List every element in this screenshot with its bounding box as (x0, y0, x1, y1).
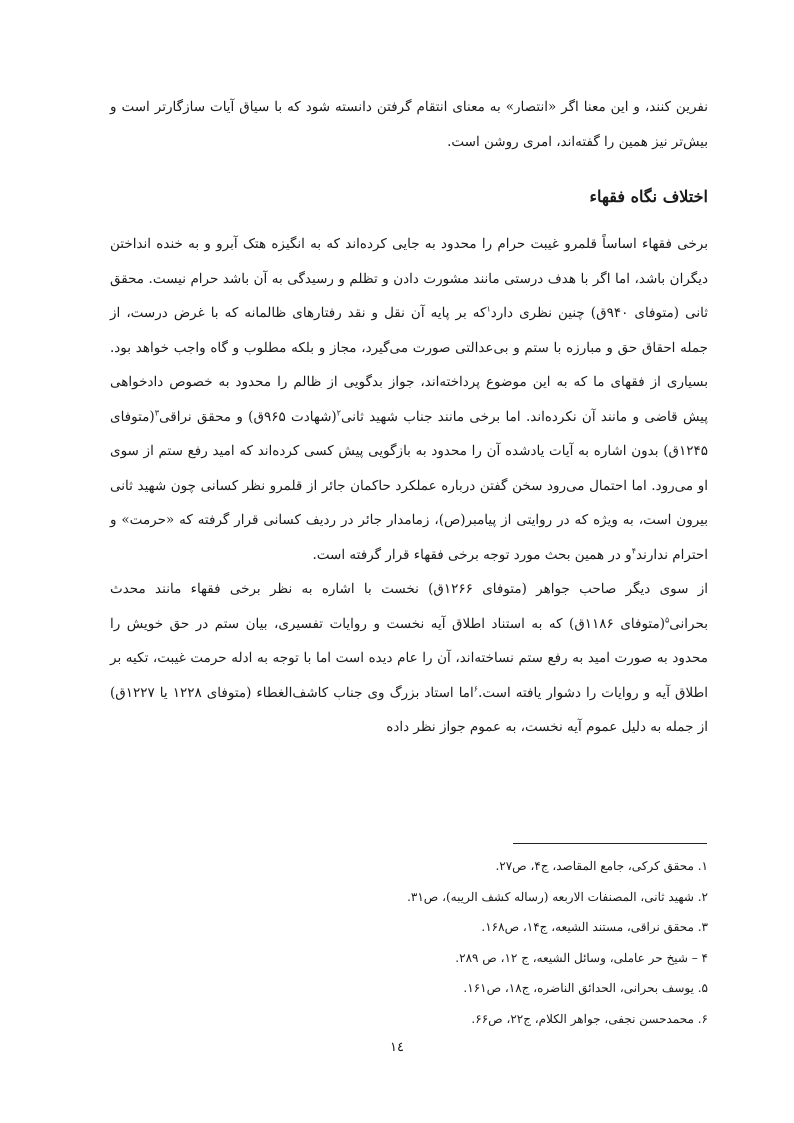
text-line: از سوی دیگر صاحب جواهر (متوفای ۱۲۶۶ق) نخست با اشاره به نظر برخی فقهاء مانند محدث (110, 581, 708, 597)
footnote-ref-6[interactable]: ۶ (473, 684, 479, 693)
footnote-4: ۴ – شیخ حر عاملی، وسائل الشیعه، ج ۱۲، ص ۲۸۹. (455, 950, 708, 965)
text-line: اما استاد بزرگ وی جناب (333, 684, 474, 701)
footnote-1: ۱. محقق کرکی، جامع المقاصد، ج۴، ص۲۷. (495, 859, 708, 873)
footnote-6: ۶. محمدحسن نجفی، جواهر الکلام، ج۲۲، ص۶۶. (471, 1011, 708, 1026)
intro-text (110, 90, 708, 159)
text-line: (متوفای ۱۱۸۶ق) که به استناد اطلاق آیه نخست و روایات تفسیری، بیان ستم در حق (169, 615, 665, 632)
main-text (110, 227, 708, 745)
text-line: مطلوب و گاه واجب خواهد بود. بسیاری از فقهای ما که به این موضوع پرداخته‌اند، جواز بدگویی از (110, 339, 708, 390)
text-line: و در همین (574, 546, 632, 563)
text-line: درباره عملکرد حاکمان جائر از قلمرو نظر کسانی چون شهید ثانی بیرون است، به ویژه که در روایتی (110, 477, 708, 528)
footnote-ref-2[interactable]: ۲ (336, 408, 341, 417)
text-line: (شهادت ۹۶۵ق) و محقق نراقی (158, 408, 337, 425)
footnote-3: ۳. محقق نراقی، مستند الشیعه، ج۱۴، ص۱۶۸. (481, 920, 708, 934)
intro-paragraph (110, 90, 708, 159)
text-line: خویش را محدود به صورت امید به رفع ستم نساخته‌اند، آن را عام دیده است اما با توجه به ادله (110, 615, 708, 666)
text-line: که بر پایه آن نقل و نقد رفتارهای ظالمانه (244, 305, 487, 321)
footnote-ref-4[interactable]: ۴ (631, 546, 637, 555)
text-line: بازگویی پیش کسی کرده‌اند که امید رفع ستم از سوی او می‌رود. اما احتمال می‌رود سخن گفتن (110, 443, 708, 494)
paragraph-2 (110, 572, 708, 745)
text-line: حرمت غیبت، تکیه بر اطلاق آیه و روایات را دشوار یافته است. (110, 650, 708, 701)
section-heading: اختلاف نگاه فقهاء (589, 187, 708, 206)
text-line: بحرانی (669, 615, 708, 632)
footnote-ref-5[interactable]: ۵ (665, 615, 670, 624)
text-line: ثانی (340, 408, 364, 425)
text-line: کاشف‌الغطاء (متوفای ۱۲۲۸ یا ۱۲۲۷ق) از جمله به دلیل عموم آیه نخست، به عموم جواز نظر داده (110, 684, 708, 735)
footnotes (300, 851, 708, 1034)
footnote-5: ۵. یوسف بحرانی، الحدائق الناضره، ج۱۸، ص۱۶۱. (463, 981, 708, 995)
text-line: که با غرض درست، از جمله احقاق حق و مبارزه با ستم و بی‌عدالتی صورت می‌گیرد، مجاز و بلکه (110, 305, 708, 356)
text-line: است و بیش‌تر نیز همین را گفته‌اند، امری روشن است. (110, 99, 708, 150)
text-line: (متوفای ۱۲۴۵ق) بدون اشاره به آیات یادشده آن را محدود به (110, 408, 708, 459)
footnote-ref-1[interactable]: ۱ (486, 304, 491, 314)
text-line: حرام نیست. محقق ثانی (متوفای ۹۴۰ق) چنین نظری دارد (110, 270, 708, 321)
page-number: ۱٤ (390, 1040, 404, 1055)
text-line: نفرین کنند، و این معنا اگر «انتصار» به معنای انتقام گرفتن دانسته شود که با سیاق آیات سازگارتر (154, 99, 708, 115)
text-line: از پیامبر(ص)، زمامدار جائر در ردیف کسانی قرار گرفته که «حرمت» و احترام ندارند (110, 512, 708, 563)
text-line: برخی فقهاء اساساً قلمرو غیبت حرام را محدود به جایی کرده‌اند که به انگیزه هتک آبرو و به خنده (156, 236, 708, 252)
text-line: بحث مورد توجه برخی فقهاء قرار گرفته است. (312, 546, 571, 563)
footnote-2: ۲. شهید ثانی، المصنفات الاربعه (رساله کشف الریبه)، ص۳۱. (407, 889, 708, 904)
text-line: ظالم را محدود به خصوص دادخواهی پیش قاضی و مانند آن نکرده‌اند. اما برخی مانند جناب شهید (110, 374, 708, 425)
footnote-separator (513, 843, 707, 844)
text-line: انداختن دیگران باشد، اما اگر با هدف درستی مانند مشورت دادن و تظلم و رسیدگی به آن باشد (110, 236, 708, 287)
paragraph-1 (110, 227, 708, 572)
footnote-ref-3[interactable]: ۳ (154, 408, 159, 417)
